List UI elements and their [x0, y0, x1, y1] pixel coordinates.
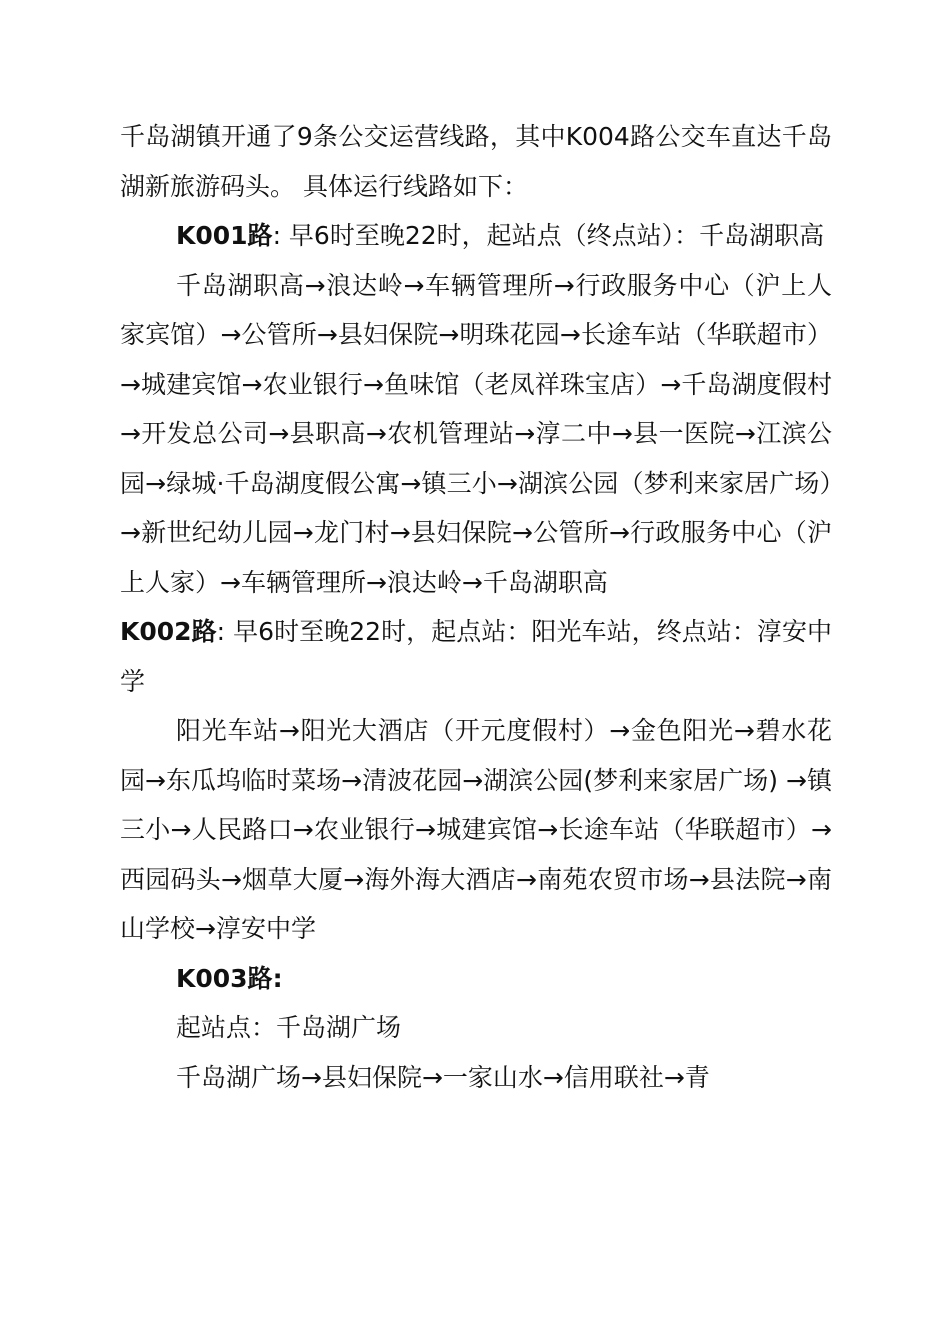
route-k001-schedule: : 早6时至晚22时，起站点（终点站）：千岛湖职高 — [272, 221, 825, 250]
route-k003-stops: 千岛湖广场→县妇保院→一家山水→信用联社→青 — [176, 1062, 710, 1092]
route-k003-heading — [120, 954, 832, 1004]
document-body — [120, 112, 832, 1102]
route-k003-start: 起站点：千岛湖广场 — [176, 1013, 402, 1042]
route-k002-heading — [120, 607, 832, 706]
route-k002-schedule: : 早6时至晚22时，起点站：阳光车站，终点站：淳安中学 — [120, 617, 833, 696]
route-k001-name: K001路 — [176, 221, 273, 250]
route-k002-name: K002路 — [120, 617, 217, 646]
route-k001-stops: 千岛湖职高→浪达岭→车辆管理所→行政服务中心（沪上人家宾馆）→公管所→县妇保院→明珠花园→长途车站（华联超市）→城建宾馆→农业银行→鱼味馆（老凤祥珠宝店）→千岛湖度假村→开发总公司→县职高→农机管理站→淳二中→县一医院→江滨公园→绿城·千岛湖度假公寓→镇三小→湖滨公园（梦利来家居广场）→新世纪幼儿园→龙门村→县妇保院→公管所→行政服务中心（沪上人家）→车辆管理所→浪达岭→千岛湖职高 — [120, 270, 832, 597]
intro-paragraph: 千岛湖镇开通了9条公交运营线路，其中K004路公交车直达千岛湖新旅游码头。 具体运行线路如下： — [120, 122, 832, 201]
route-k003-name: K003路 — [176, 963, 273, 993]
route-k003-colon: : — [272, 963, 283, 993]
route-k001-heading — [120, 211, 832, 261]
route-k002-stops: 阳光车站→阳光大酒店（开元度假村）→金色阳光→碧水花园→东瓜坞临时菜场→清波花园→湖滨公园(梦利来家居广场) →镇三小→人民路口→农业银行→城建宾馆→长途车站（华联超市）→西园码头→烟草大厦→海外海大酒店→南苑农贸市场→县法院→南山学校→淳安中学 — [120, 716, 832, 943]
